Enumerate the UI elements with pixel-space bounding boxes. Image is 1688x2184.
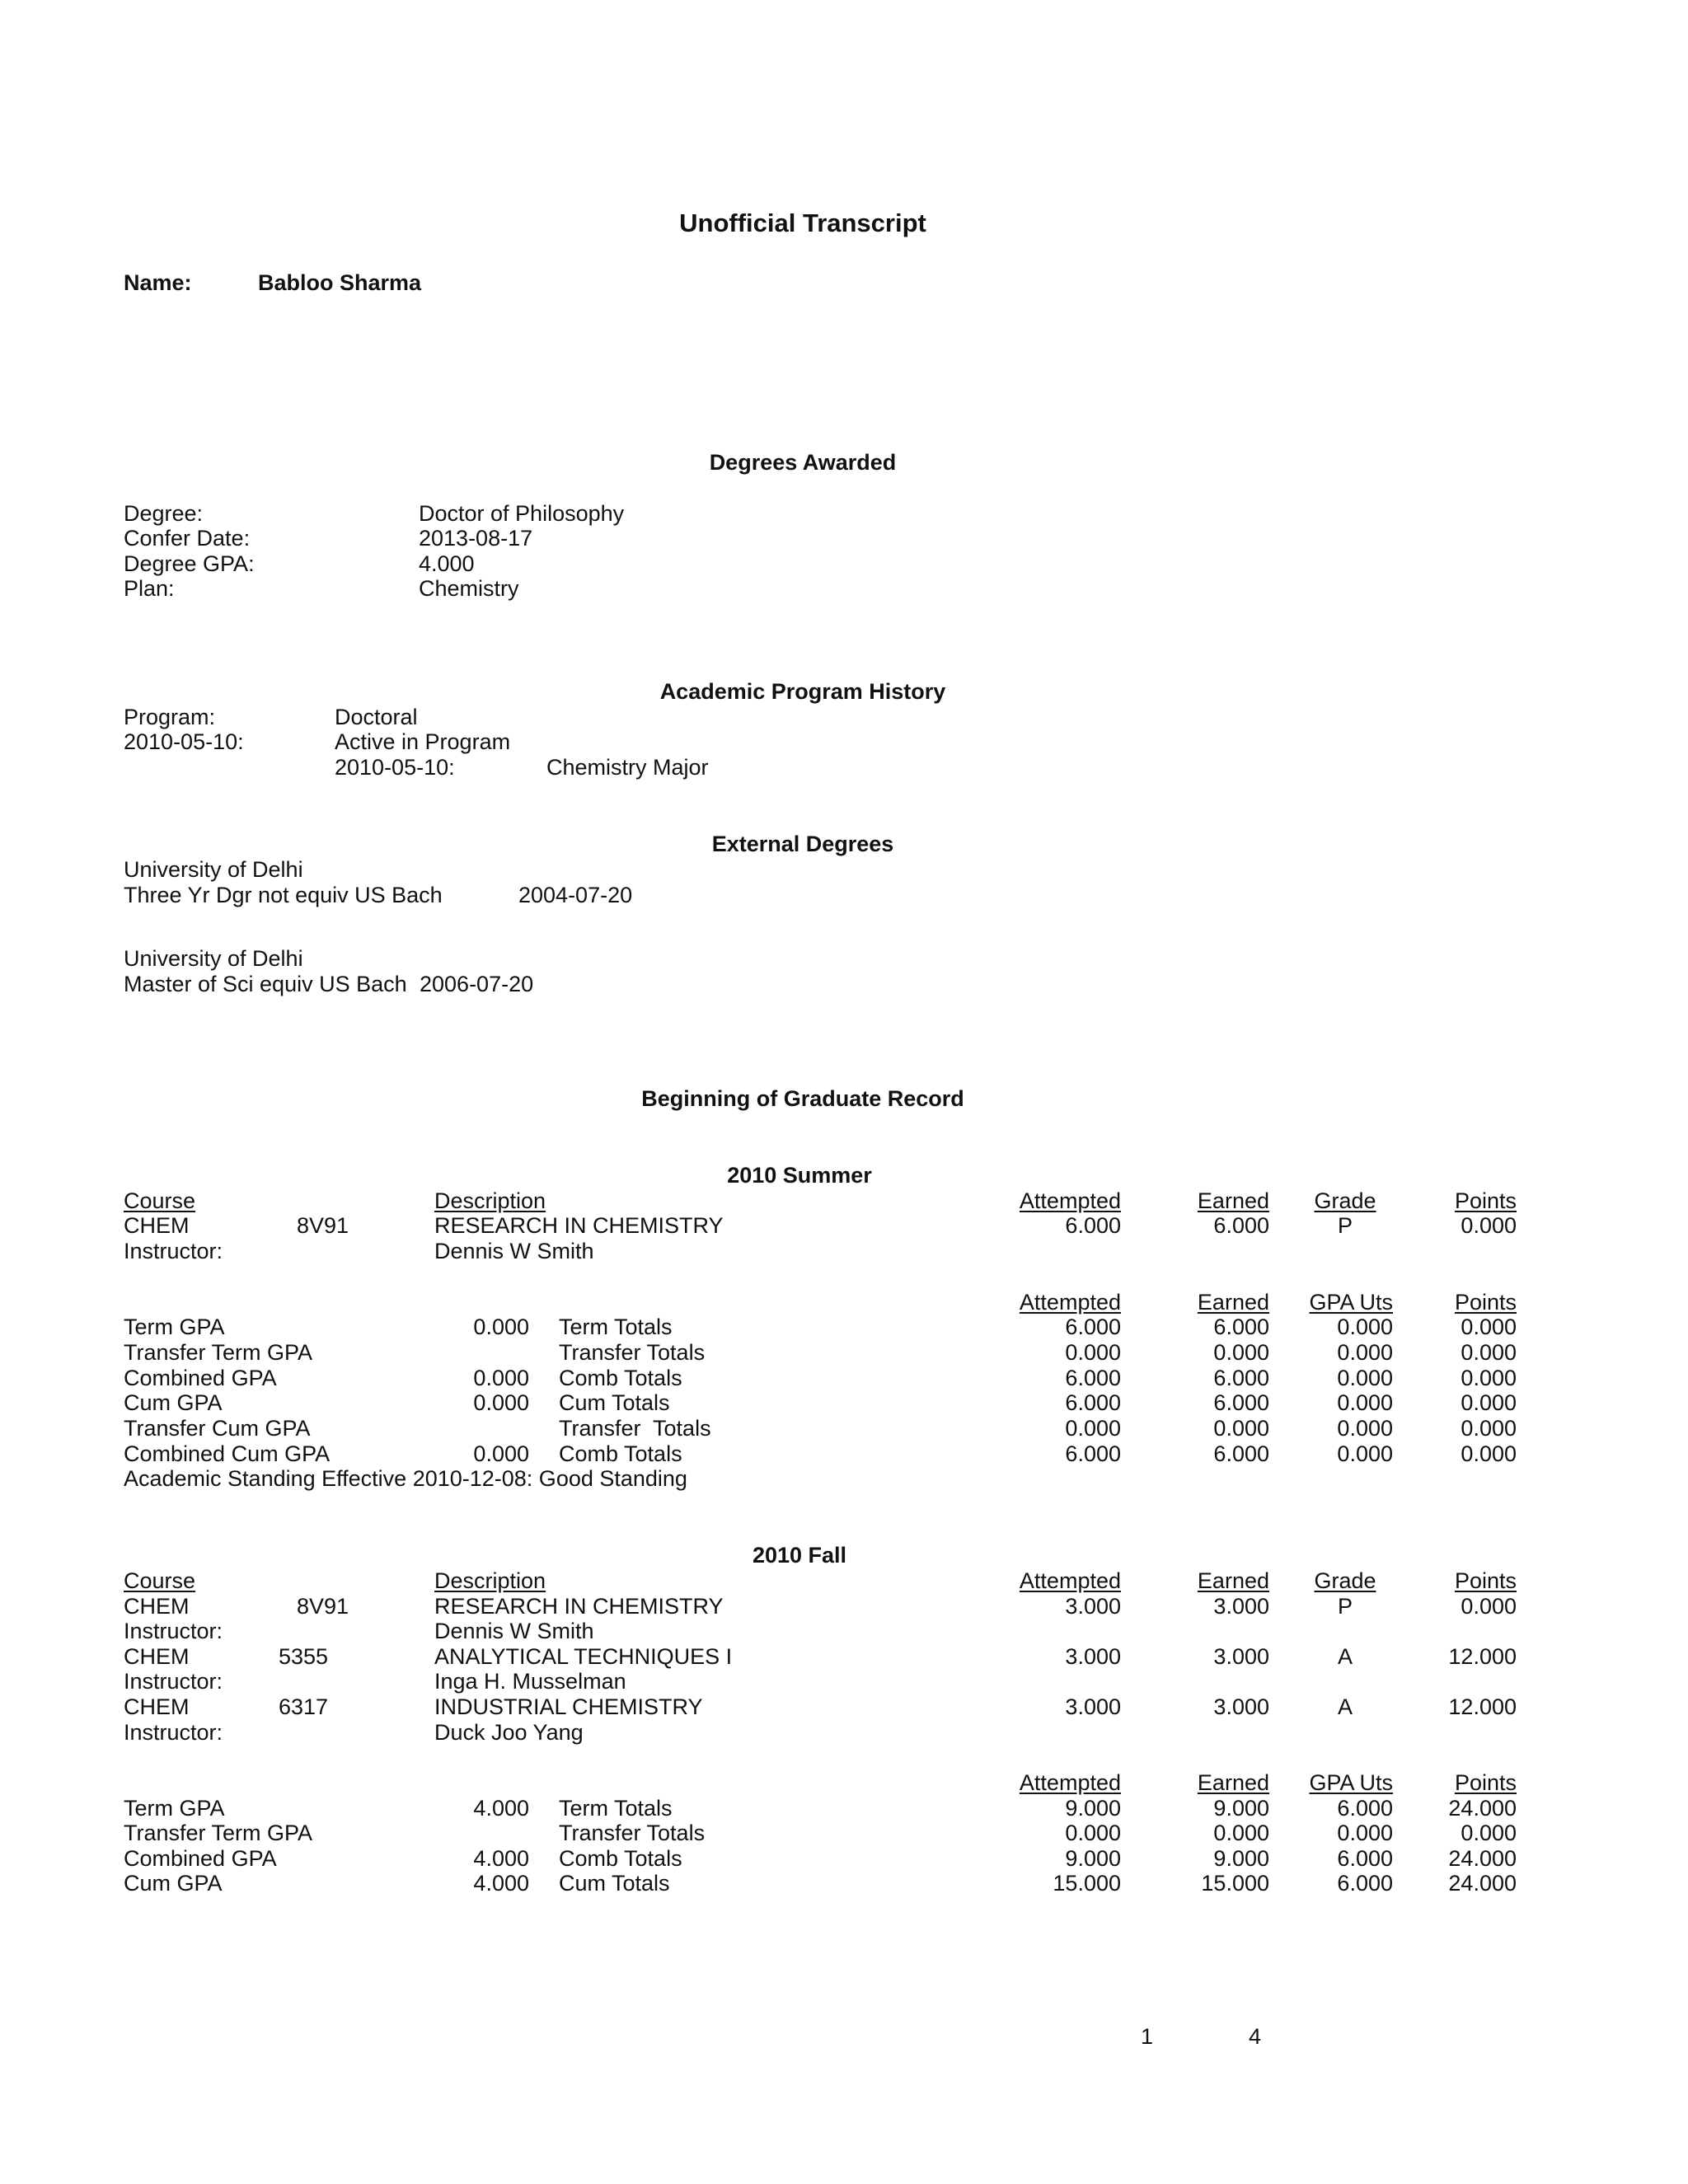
col-course-header: Course	[124, 1568, 196, 1593]
course-description: RESEARCH IN CHEMISTRY	[434, 1594, 724, 1619]
course-points: 0.000	[1461, 1594, 1517, 1619]
totals-row-attempted: 15.000	[1053, 1871, 1121, 1896]
col-earned-header: Earned	[1197, 1188, 1269, 1213]
course-subject: CHEM	[124, 1694, 190, 1719]
col-description-header: Description	[434, 1188, 546, 1213]
instructor-name: Dennis W Smith	[434, 1619, 594, 1643]
totals-row-type: Comb Totals	[559, 1441, 682, 1466]
totals-row-gpa-uts: 0.000	[1337, 1821, 1393, 1845]
program-status: Active in Program	[335, 729, 511, 754]
instructor-label: Instructor:	[124, 1669, 223, 1694]
totals-row-points: 0.000	[1461, 1340, 1517, 1365]
degree-gpa-value: 4.000	[419, 551, 475, 576]
totals-row-label: Term GPA	[124, 1796, 225, 1821]
course-attempted: 3.000	[1065, 1694, 1121, 1719]
totals-row-earned: 15.000	[1201, 1871, 1269, 1896]
totals-gpa-uts-header: GPA Uts	[1309, 1770, 1393, 1795]
course-points: 12.000	[1448, 1644, 1517, 1669]
totals-row-gpa: 0.000	[473, 1390, 529, 1415]
col-attempted-header: Attempted	[1019, 1188, 1121, 1213]
col-attempted-header: Attempted	[1019, 1568, 1121, 1593]
course-number: 8V91	[297, 1594, 349, 1619]
totals-row-earned: 0.000	[1213, 1416, 1269, 1441]
totals-row-gpa: 0.000	[473, 1315, 529, 1339]
confer-date-label: Confer Date:	[124, 526, 251, 551]
totals-row-attempted: 9.000	[1065, 1846, 1121, 1871]
course-description: ANALYTICAL TECHNIQUES I	[434, 1644, 733, 1669]
totals-row-attempted: 6.000	[1065, 1390, 1121, 1415]
academic-standing: Academic Standing Effective 2010-12-08: Good Standing	[124, 1466, 687, 1491]
totals-row-gpa-uts: 0.000	[1337, 1340, 1393, 1365]
totals-row-gpa-uts: 6.000	[1337, 1871, 1393, 1896]
course-grade: A	[1337, 1644, 1353, 1669]
course-grade: P	[1337, 1594, 1353, 1619]
course-description: RESEARCH IN CHEMISTRY	[434, 1213, 724, 1238]
totals-row-gpa: 4.000	[473, 1796, 529, 1821]
col-grade-header: Grade	[1314, 1568, 1376, 1593]
totals-row-attempted: 0.000	[1065, 1416, 1121, 1441]
plan-date: 2010-05-10:	[335, 755, 455, 780]
totals-row-points: 24.000	[1448, 1796, 1517, 1821]
program-label: Program:	[124, 705, 216, 729]
totals-row-label: Combined GPA	[124, 1366, 277, 1390]
totals-row-label: Transfer Term GPA	[124, 1821, 313, 1845]
totals-row-earned: 6.000	[1213, 1315, 1269, 1339]
page-title: Unofficial Transcript	[679, 209, 926, 237]
col-course-header: Course	[124, 1188, 196, 1213]
totals-row-points: 0.000	[1461, 1821, 1517, 1845]
totals-points-header: Points	[1454, 1770, 1517, 1795]
totals-row-gpa-uts: 0.000	[1337, 1315, 1393, 1339]
totals-row-earned: 6.000	[1213, 1390, 1269, 1415]
totals-row-type: Cum Totals	[559, 1871, 670, 1896]
totals-gpa-uts-header: GPA Uts	[1309, 1290, 1393, 1315]
page-total: 4	[1249, 2024, 1262, 2049]
external-degrees-heading: External Degrees	[711, 832, 894, 856]
program-history-heading: Academic Program History	[659, 679, 946, 704]
course-description: INDUSTRIAL CHEMISTRY	[434, 1694, 703, 1719]
external-degree-date: 2006-07-20	[420, 972, 534, 996]
instructor-label: Instructor:	[124, 1239, 223, 1263]
totals-row-gpa: 4.000	[473, 1871, 529, 1896]
totals-row-points: 0.000	[1461, 1366, 1517, 1390]
instructor-label: Instructor:	[124, 1619, 223, 1643]
totals-earned-header: Earned	[1197, 1290, 1269, 1315]
totals-row-earned: 6.000	[1213, 1441, 1269, 1466]
course-number: 6317	[279, 1694, 329, 1719]
page-number: 1	[1141, 2024, 1154, 2049]
col-points-header: Points	[1454, 1568, 1517, 1593]
instructor-name: Dennis W Smith	[434, 1239, 594, 1263]
plan-label: Plan:	[124, 576, 175, 601]
external-degree-date: 2004-07-20	[518, 883, 633, 907]
totals-row-gpa-uts: 0.000	[1337, 1366, 1393, 1390]
program-value: Doctoral	[335, 705, 418, 729]
col-description-header: Description	[434, 1568, 546, 1593]
course-number: 8V91	[297, 1213, 349, 1238]
totals-row-type: Comb Totals	[559, 1366, 682, 1390]
totals-attempted-header: Attempted	[1019, 1770, 1121, 1795]
course-subject: CHEM	[124, 1213, 190, 1238]
course-earned: 3.000	[1213, 1644, 1269, 1669]
totals-row-earned: 9.000	[1213, 1846, 1269, 1871]
external-degree: Three Yr Dgr not equiv US Bach	[124, 883, 443, 907]
graduate-record-heading: Beginning of Graduate Record	[641, 1086, 964, 1111]
totals-row-attempted: 0.000	[1065, 1340, 1121, 1365]
totals-row-attempted: 6.000	[1065, 1315, 1121, 1339]
course-earned: 3.000	[1213, 1594, 1269, 1619]
totals-row-points: 24.000	[1448, 1871, 1517, 1896]
degrees-awarded-heading: Degrees Awarded	[709, 450, 897, 475]
degree-value: Doctor of Philosophy	[419, 501, 625, 526]
course-points: 12.000	[1448, 1694, 1517, 1719]
plan-major: Chemistry Major	[546, 755, 709, 780]
col-earned-header: Earned	[1197, 1568, 1269, 1593]
term-heading: 2010 Fall	[752, 1543, 847, 1568]
totals-row-type: Transfer Totals	[559, 1821, 706, 1845]
instructor-name: Duck Joo Yang	[434, 1720, 584, 1745]
totals-row-label: Transfer Term GPA	[124, 1340, 313, 1365]
instructor-name: Inga H. Musselman	[434, 1669, 626, 1694]
course-points: 0.000	[1461, 1213, 1517, 1238]
external-degree: Master of Sci equiv US Bach	[124, 972, 407, 996]
course-earned: 6.000	[1213, 1213, 1269, 1238]
totals-row-gpa-uts: 0.000	[1337, 1390, 1393, 1415]
totals-row-points: 24.000	[1448, 1846, 1517, 1871]
name-label: Name:	[124, 270, 192, 295]
totals-row-gpa: 4.000	[473, 1846, 529, 1871]
course-grade: P	[1337, 1213, 1353, 1238]
course-attempted: 3.000	[1065, 1594, 1121, 1619]
totals-row-type: Transfer Totals	[559, 1416, 711, 1441]
totals-row-attempted: 9.000	[1065, 1796, 1121, 1821]
totals-row-attempted: 6.000	[1065, 1441, 1121, 1466]
totals-earned-header: Earned	[1197, 1770, 1269, 1795]
totals-row-earned: 6.000	[1213, 1366, 1269, 1390]
course-number: 5355	[279, 1644, 329, 1669]
totals-row-label: Combined Cum GPA	[124, 1441, 331, 1466]
totals-row-earned: 0.000	[1213, 1821, 1269, 1845]
totals-points-header: Points	[1454, 1290, 1517, 1315]
totals-row-attempted: 0.000	[1065, 1821, 1121, 1845]
course-subject: CHEM	[124, 1594, 190, 1619]
totals-row-points: 0.000	[1461, 1441, 1517, 1466]
external-school: University of Delhi	[124, 857, 303, 882]
external-school: University of Delhi	[124, 946, 303, 971]
totals-row-gpa-uts: 0.000	[1337, 1441, 1393, 1466]
totals-row-label: Cum GPA	[124, 1390, 223, 1415]
totals-row-gpa-uts: 0.000	[1337, 1416, 1393, 1441]
program-date: 2010-05-10:	[124, 729, 244, 754]
totals-attempted-header: Attempted	[1019, 1290, 1121, 1315]
totals-row-label: Combined GPA	[124, 1846, 277, 1871]
course-attempted: 6.000	[1065, 1213, 1121, 1238]
totals-row-earned: 9.000	[1213, 1796, 1269, 1821]
totals-row-points: 0.000	[1461, 1315, 1517, 1339]
totals-row-label: Transfer Cum GPA	[124, 1416, 311, 1441]
totals-row-type: Cum Totals	[559, 1390, 670, 1415]
confer-date-value: 2013-08-17	[419, 526, 533, 551]
degree-gpa-label: Degree GPA:	[124, 551, 255, 576]
totals-row-gpa-uts: 6.000	[1337, 1846, 1393, 1871]
student-name: Babloo Sharma	[258, 270, 422, 295]
course-earned: 3.000	[1213, 1694, 1269, 1719]
col-points-header: Points	[1454, 1188, 1517, 1213]
totals-row-points: 0.000	[1461, 1390, 1517, 1415]
totals-row-type: Comb Totals	[559, 1846, 682, 1871]
totals-row-points: 0.000	[1461, 1416, 1517, 1441]
totals-row-gpa: 0.000	[473, 1441, 529, 1466]
totals-row-type: Term Totals	[559, 1315, 673, 1339]
term-heading: 2010 Summer	[727, 1163, 872, 1188]
col-grade-header: Grade	[1314, 1188, 1376, 1213]
plan-value: Chemistry	[419, 576, 519, 601]
totals-row-type: Transfer Totals	[559, 1340, 706, 1365]
totals-row-type: Term Totals	[559, 1796, 673, 1821]
course-subject: CHEM	[124, 1644, 190, 1669]
totals-row-label: Cum GPA	[124, 1871, 223, 1896]
totals-row-earned: 0.000	[1213, 1340, 1269, 1365]
instructor-label: Instructor:	[124, 1720, 223, 1745]
course-grade: A	[1337, 1694, 1353, 1719]
totals-row-attempted: 6.000	[1065, 1366, 1121, 1390]
totals-row-label: Term GPA	[124, 1315, 225, 1339]
degree-label: Degree:	[124, 501, 204, 526]
totals-row-gpa: 0.000	[473, 1366, 529, 1390]
course-attempted: 3.000	[1065, 1644, 1121, 1669]
totals-row-gpa-uts: 6.000	[1337, 1796, 1393, 1821]
